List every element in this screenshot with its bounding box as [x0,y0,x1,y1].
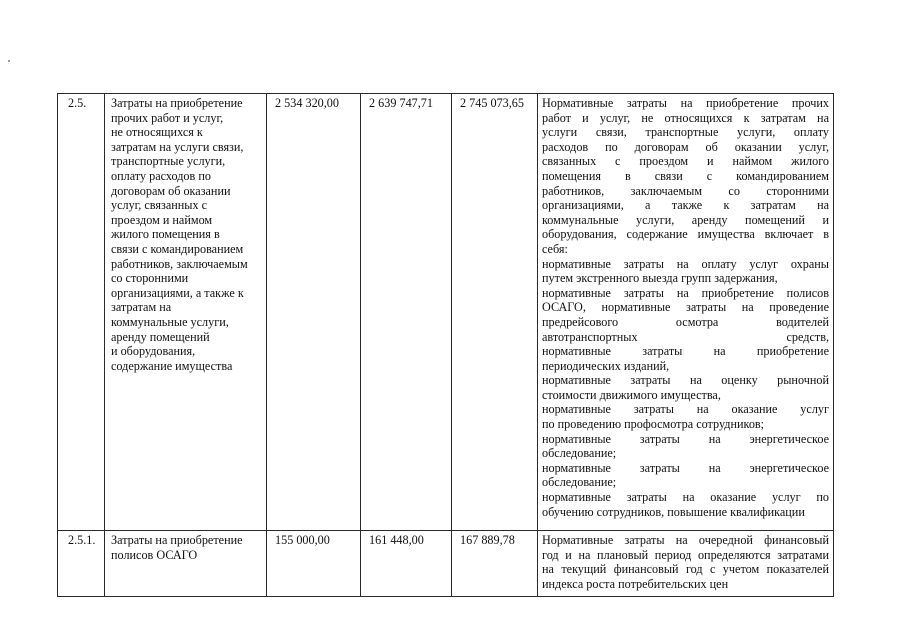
description-line: год и на плановый период определяются затратами [542,547,829,562]
amount-year-3: 2 745 073,65 [452,94,538,531]
description-line: автотранспортных средств, [542,329,829,344]
description-line: нормативные затраты на приобретение [542,344,829,359]
description-line: нормативные затраты на оплату услуг охраны [542,256,829,271]
description-line: обследование; [542,475,617,490]
description-line: нормативные затраты на оказание услуг [542,402,829,417]
description-line: обследование; [542,446,617,461]
description-line: услуги связи, транспортные услуги, оплату [542,125,829,140]
description-line: помещения в связи с командированием [542,168,829,183]
expense-name-line: договорам об оказании [111,183,231,198]
expense-name-line: со сторонними [111,271,189,286]
expense-name-line: затратам на [111,300,172,315]
description-line: Нормативные затраты на приобретение прочих [542,96,829,110]
table-row [58,531,834,597]
description-line: нормативные затраты на оценку рыночной [542,373,829,388]
expense-name-line: аренду помещений [111,329,210,344]
row-number: 2.5.1. [58,531,105,597]
description-line: себя: [542,241,568,256]
expense-name-line: услуг, связанных с [111,198,208,213]
expense-name-line: содержание имущества [111,358,233,373]
table-row [58,94,834,531]
expense-name-line: связи с командированием [111,241,244,256]
description-line: нормативные затраты на энергетическое [542,431,829,446]
expense-name-line: работников, заключаемым [111,256,248,271]
description-line: работников, заключаемым со сторонними [542,183,829,198]
description [538,94,834,531]
description-line: обучению сотрудников, повышение квалификации [542,504,805,519]
expense-name-line: Затраты на приобретение [111,96,243,110]
expense-name-line: проездом и наймом [111,212,213,227]
scan-speck [8,60,10,62]
description-line: нормативные затраты на приобретение полисов [542,285,829,300]
expense-name-line: затратам на услуги связи, [111,139,244,154]
expense-name-line: прочих работ и услуг, [111,110,224,125]
expense-name [105,531,267,597]
description-line: периодических изданий, [542,358,670,373]
expense-name-line: и оборудования, [111,344,196,359]
expense-name-line: транспортные услуги, [111,154,226,169]
description-line: расходов по договорам об оказании услуг, [542,139,829,154]
description-line: Нормативные затраты на очередной финансовый [542,533,829,547]
description-line: путем экстренного выезда групп задержания, [542,271,778,286]
description-line: организациями, а также к затратам на [542,198,829,213]
description [538,531,834,597]
description-line: индекса роста потребительских цен [542,576,729,591]
description-line: работ и услуг, не относящихся к затратам на [542,110,829,125]
expense-name-line: жилого помещения в [111,227,220,242]
expenses-table [57,93,834,597]
amount-year-2: 161 448,00 [361,531,452,597]
amount-year-2: 2 639 747,71 [361,94,452,531]
amount-year-1: 155 000,00 [267,531,361,597]
description-line: нормативные затраты на энергетическое [542,460,829,475]
description-line: ОСАГО, нормативные затраты на проведение [542,300,829,315]
expense-name-line: полисов ОСАГО [111,547,198,562]
amount-year-3: 167 889,78 [452,531,538,597]
description-line: на текущий финансовый год с учетом показателей [542,562,829,577]
description-line: предрейсового осмотра водителей [542,314,829,329]
amount-year-1: 2 534 320,00 [267,94,361,531]
expense-name-line: не относящихся к [111,125,203,140]
description-line: нормативные затраты на оказание услуг по [542,490,829,505]
expense-name-line: организациями, а также к [111,285,244,300]
expense-name-line: коммунальные услуги, [111,314,229,329]
description-line: по проведению профосмотра сотрудников; [542,417,765,432]
description-line: коммунальные услуги, аренду помещений и [542,212,829,227]
expense-name-line: Затраты на приобретение [111,533,243,547]
description-line: связанных с проездом и наймом жилого [542,154,829,169]
description-line: стоимости движимого имущества, [542,387,721,402]
description-line: оборудования, содержание имущества включает в [542,227,829,242]
expense-name-line: оплату расходов по [111,168,211,183]
expense-name [105,94,267,531]
row-number: 2.5. [58,94,105,531]
